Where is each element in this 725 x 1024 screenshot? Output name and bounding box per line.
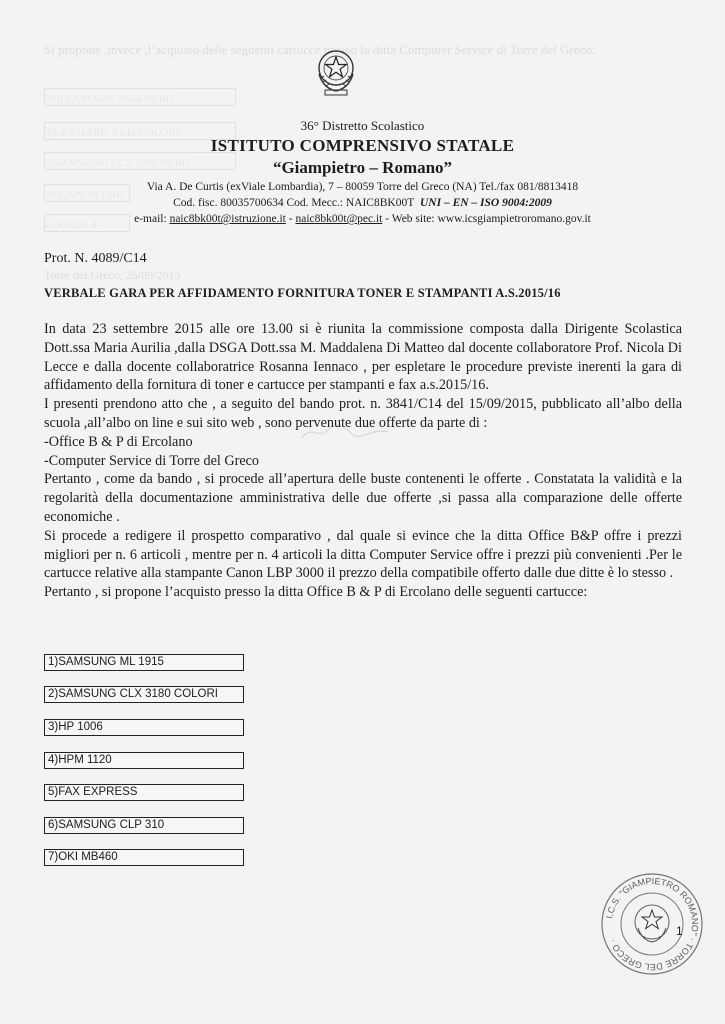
cartridge-item: 1)SAMSUNG ML 1915 xyxy=(44,654,244,671)
email-link-pec[interactable]: naic8bk00t@pec.it xyxy=(295,213,383,225)
paragraph: Pertanto , come da bando , si procede all’apertura delle buste contenenti le offerte . Constatata la validità e la regolarità della documentazione amministrativa delle due offerte ,si passa alla comparazione delle offerte economiche . xyxy=(44,471,682,525)
school-fiscal-codes xyxy=(0,197,725,209)
cartridge-item: 3)HP 1006 xyxy=(44,719,244,736)
school-address: Via A. De Curtis (exViale Lombardia), 7 – 80059 Torre del Greco (NA) Tel./fax 081/8813418 xyxy=(146,181,579,193)
cartridge-item: 2)SAMSUNG CLX 3180 COLORI xyxy=(44,686,244,703)
protocol-number: Prot. N. 4089/C14 xyxy=(44,251,147,266)
paragraph: -Office B & P di Ercolano xyxy=(44,433,193,450)
cartridge-item: 6)SAMSUNG CLP 310 xyxy=(44,817,244,834)
document-body xyxy=(44,320,682,602)
email-label: e-mail: xyxy=(134,213,167,225)
bleed-through-date: Torre del Greco, 25/09/2015 xyxy=(44,268,181,282)
website-text: - Web site: www.icsgiampietroromano.gov.it xyxy=(382,213,591,225)
cartridge-item: 5)FAX EXPRESS xyxy=(44,784,244,801)
bleed-through-box: 10)CANON LBP xyxy=(44,184,130,202)
school-contacts xyxy=(0,213,725,225)
paragraph: In data 23 settembre 2015 alle ore 13.00 si è riunita la commissione composta dalla Dirigente Scolastica Dott.ssa Maria Aurilia ,dalla DSGA Dott.ssa M. Maddalena Di Matteo dal docente collaboratore Prof. Nicola Di Lecce e dalla docente collaboratrice Rosanna Iennaco , per espletare le procedure previste inerenti la gara di affidamento della fornitura di toner e cartucce per stampanti e fax a.s.2015/16. xyxy=(44,321,682,394)
signature-mark-icon xyxy=(300,420,390,444)
paragraph: I presenti prendono atto che , a seguito del bando prot. n. 3841/C14 del 15/09/2015, pubblicato all’albo della scuola ,all’albo on line e sui sito web , sono pervenute due offerte da parte di : xyxy=(44,396,682,431)
document-subject: VERBALE GARA PER AFFIDAMENTO FORNITURA TONER E STAMPANTI A.S.2015/16 xyxy=(44,286,561,300)
fiscal-code-text: Cod. fisc. 80035700634 Cod. Mecc.: NAIC8BK00T xyxy=(173,197,415,209)
cartridge-item: 4)HPM 1120 xyxy=(44,752,244,769)
bleed-through-box: 4)SAMSUNG CLX 3180 NERO xyxy=(44,152,236,170)
school-name: “Giampietro – Romano” xyxy=(272,158,453,177)
cartridge-item: 7)OKI MB460 xyxy=(44,849,244,866)
email-link-istruzione[interactable]: naic8bk00t@istruzione.it xyxy=(169,213,286,225)
bleed-through-line: Si propone ,invece ,l’acquisto delle seguenti cartucce presso la ditta Computer Service di Torre del Greco: xyxy=(44,42,596,57)
bleed-through-box: 11)OKI B 4 xyxy=(44,214,130,232)
paragraph: Si procede a redigere il prospetto comparativo , dal quale si evince che la ditta Office B&P offre i prezzi migliori per n. 6 articoli , mentre per n. 4 articoli la ditta Computer Service offre i prezzi più convenienti .Per le cartucce relative alla stampante Canon LBP 3000 il prezzo della compatibile offerto dalle due ditte è lo stesso . xyxy=(44,527,682,582)
page-number: 1 xyxy=(676,924,683,938)
republic-emblem-icon xyxy=(313,44,359,100)
contact-separator: - xyxy=(285,213,296,225)
paragraph: -Computer Service di Torre del Greco xyxy=(44,452,260,469)
school-type: ISTITUTO COMPRENSIVO STATALE xyxy=(210,136,515,155)
iso-certification: UNI – EN – ISO 9004:2009 xyxy=(419,197,552,209)
paragraph: Pertanto , si propone l’acquisto presso la ditta Office B & P di Ercolano delle seguenti cartucce: xyxy=(44,584,588,601)
svg-text:I.C.S. "GIAMPIETRO ROMANO" · T: I.C.S. "GIAMPIETRO ROMANO" · TORRE DEL GRECO · xyxy=(604,875,701,973)
school-stamp-icon xyxy=(598,870,706,978)
school-district: 36° Distretto Scolastico xyxy=(300,118,425,133)
bleed-through-box: 24)LEXMARK X644 NERO xyxy=(44,88,236,106)
bleed-through-box: 3)LEXMARK X644 COLORE xyxy=(44,122,236,140)
